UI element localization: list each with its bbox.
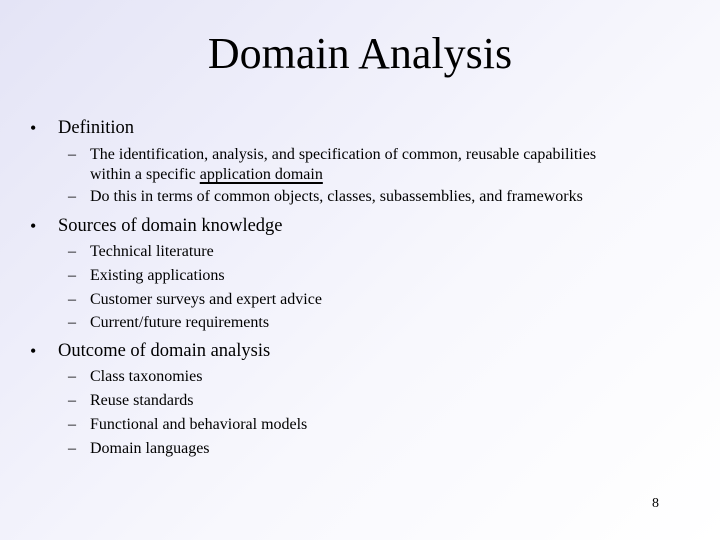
list-item [30,264,690,288]
dash-icon: – [68,188,76,205]
item-text: Do this in terms of common objects, classes, subassemblies, and frameworks [90,188,583,205]
dash-icon: – [68,290,76,308]
slide-title: Domain Analysis [207,29,513,78]
outcome-sublist [30,365,690,460]
bullet-icon: • [30,341,37,362]
list-item [30,437,690,461]
dash-icon: – [68,391,76,409]
item-text: within a specific [90,166,200,183]
list-item [30,389,690,413]
sources-sublist [30,240,690,335]
bullet-definition [30,116,690,140]
list-item [30,311,690,335]
bullet-outcome [30,339,690,363]
item-text: Functional and behavioral models [90,415,308,433]
item-text: Domain languages [90,439,210,457]
list-item [30,187,690,209]
dash-icon: – [68,266,76,284]
list-item [30,288,690,312]
item-text: The identification, analysis, and specification of common, reusable capabilities [90,146,597,163]
dash-icon: – [68,314,76,332]
bullet-sources [30,214,690,238]
list-item [30,240,690,264]
list-item [30,365,690,389]
dash-icon: – [68,439,76,457]
item-text: Existing applications [90,266,225,284]
item-text: Current/future requirements [90,314,270,332]
list-item [30,413,690,437]
item-text: Technical literature [90,243,214,260]
dash-icon: – [68,415,76,433]
bullet-icon: • [30,216,37,236]
item-text: Customer surveys and expert advice [90,290,322,308]
dash-icon: – [68,368,76,386]
list-item [30,145,690,187]
dash-icon: – [68,146,76,163]
bullet-icon: • [30,118,37,138]
definition-sublist [30,145,690,209]
underlined-term: application domain [199,166,323,183]
bullet-heading: Outcome of domain analysis [58,341,271,362]
item-text: Class taxonomies [90,368,203,386]
dash-icon: – [68,243,76,260]
item-text: Reuse standards [90,391,194,409]
bullet-heading: Definition [58,118,135,138]
slide-content [30,116,690,460]
bullet-heading: Sources of domain knowledge [58,216,283,236]
page-number: 8 [652,496,659,511]
